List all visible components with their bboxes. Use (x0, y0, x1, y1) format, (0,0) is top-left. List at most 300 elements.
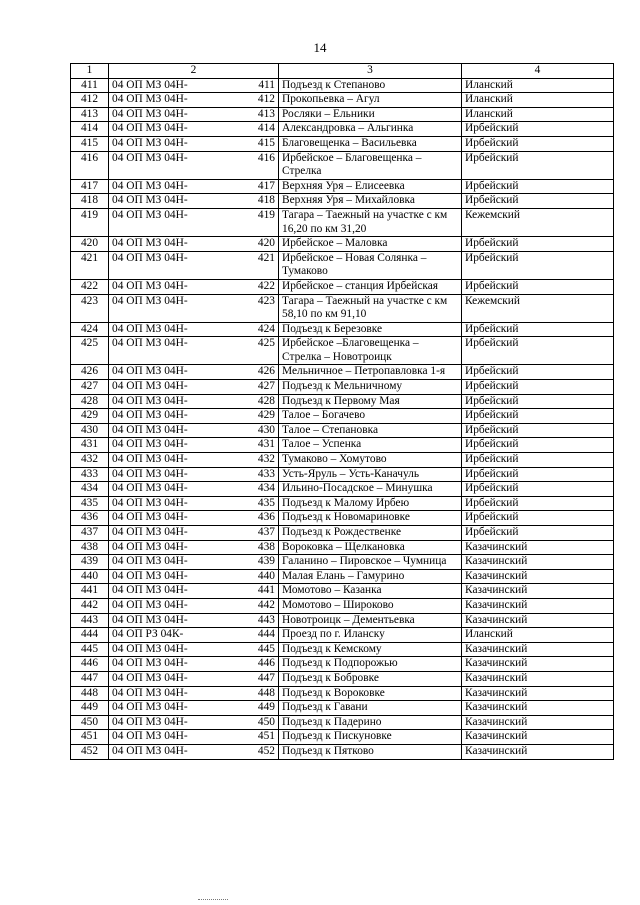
road-name-cell: Подъезд к Гавани (279, 701, 462, 716)
road-code-prefix: 04 ОП МЗ 04Н- (112, 671, 188, 684)
row-number-cell: 438 (71, 540, 109, 555)
road-code-number: 451 (257, 730, 275, 743)
road-name-cell: Прокопьевка – Агул (279, 93, 462, 108)
row-number-cell: 424 (71, 322, 109, 337)
road-code-cell (109, 438, 279, 453)
district-cell: Казачинский (462, 657, 614, 672)
road-code-number: 411 (258, 78, 275, 91)
table-row (71, 107, 614, 122)
row-number-cell: 440 (71, 569, 109, 584)
road-name-cell: Момотово – Широково (279, 598, 462, 613)
road-name-cell: Верхняя Уря – Елисеевка (279, 179, 462, 194)
road-name-cell: Мельничное – Петропавловка 1-я (279, 365, 462, 380)
road-name-cell: Подъезд к Мельничному (279, 380, 462, 395)
road-code-prefix: 04 ОП МЗ 04Н- (112, 107, 188, 120)
district-cell: Казачинский (462, 701, 614, 716)
road-code-number: 447 (257, 671, 275, 684)
table-row (71, 555, 614, 570)
road-name-cell: Талое – Богачево (279, 409, 462, 424)
road-code-cell (109, 671, 279, 686)
table-row (71, 279, 614, 294)
road-code-prefix: 04 ОП МЗ 04Н- (112, 93, 188, 106)
road-code-number: 412 (257, 93, 275, 106)
road-name-cell: Ирбейское – Маловка (279, 237, 462, 252)
district-cell: Казачинский (462, 555, 614, 570)
road-code-prefix: 04 ОП МЗ 04Н- (112, 496, 188, 509)
road-code-cell (109, 482, 279, 497)
row-number-cell: 428 (71, 394, 109, 409)
road-name-cell: Талое – Степановка (279, 423, 462, 438)
district-cell: Иланский (462, 78, 614, 93)
table-row (71, 657, 614, 672)
roads-table (70, 63, 614, 760)
district-cell: Ирбейский (462, 511, 614, 526)
row-number-cell: 439 (71, 555, 109, 570)
row-number-cell: 436 (71, 511, 109, 526)
district-cell: Ирбейский (462, 409, 614, 424)
district-cell: Иланский (462, 628, 614, 643)
row-number-cell: 452 (71, 744, 109, 759)
district-cell: Ирбейский (462, 337, 614, 365)
table-row (71, 394, 614, 409)
road-code-number: 429 (257, 409, 275, 422)
road-code-number: 440 (257, 569, 275, 582)
row-number-cell: 443 (71, 613, 109, 628)
district-cell: Казачинский (462, 671, 614, 686)
road-code-prefix: 04 ОП МЗ 04Н- (112, 642, 188, 655)
road-code-cell (109, 540, 279, 555)
district-cell: Ирбейский (462, 496, 614, 511)
road-code-prefix: 04 ОП МЗ 04Н- (112, 279, 188, 292)
road-name-cell: Подъезд к Новомариновке (279, 511, 462, 526)
road-code-prefix: 04 ОП МЗ 04Н- (112, 251, 188, 264)
row-number-cell: 442 (71, 598, 109, 613)
road-code-prefix: 04 ОП МЗ 04Н- (112, 136, 188, 149)
district-cell: Казачинский (462, 730, 614, 745)
row-number-cell: 425 (71, 337, 109, 365)
road-code-prefix: 04 ОП МЗ 04Н- (112, 194, 188, 207)
road-code-number: 423 (257, 294, 275, 307)
road-code-number: 415 (257, 136, 275, 149)
road-code-cell (109, 294, 279, 322)
district-cell: Кежемский (462, 208, 614, 236)
table-row (71, 540, 614, 555)
row-number-cell: 421 (71, 251, 109, 279)
road-name-cell: Талое – Успенка (279, 438, 462, 453)
table-row (71, 526, 614, 541)
road-name-cell: Ильино-Посадское – Минушка (279, 482, 462, 497)
road-code-prefix: 04 ОП МЗ 04Н- (112, 294, 188, 307)
district-cell: Ирбейский (462, 322, 614, 337)
road-code-prefix: 04 ОП МЗ 04Н- (112, 453, 188, 466)
road-name-cell: Момотово – Казанка (279, 584, 462, 599)
road-code-cell (109, 251, 279, 279)
road-code-prefix: 04 ОП МЗ 04Н- (112, 179, 188, 192)
district-cell: Казачинский (462, 613, 614, 628)
road-code-cell (109, 628, 279, 643)
road-name-cell: Подъезд к Первому Мая (279, 394, 462, 409)
road-code-prefix: 04 ОП МЗ 04Н- (112, 701, 188, 714)
road-code-number: 418 (257, 194, 275, 207)
road-code-number: 446 (257, 657, 275, 670)
row-number-cell: 437 (71, 526, 109, 541)
road-code-cell (109, 337, 279, 365)
road-code-cell (109, 496, 279, 511)
road-code-cell (109, 686, 279, 701)
road-name-cell: Александровка – Альгинка (279, 122, 462, 137)
row-number-cell: 433 (71, 467, 109, 482)
road-name-cell: Верхняя Уря – Михайловка (279, 194, 462, 209)
table-row (71, 511, 614, 526)
row-number-cell: 431 (71, 438, 109, 453)
road-code-number: 427 (257, 380, 275, 393)
row-number-cell: 446 (71, 657, 109, 672)
table-row (71, 136, 614, 151)
district-cell: Ирбейский (462, 526, 614, 541)
road-code-number: 445 (257, 642, 275, 655)
table-row (71, 237, 614, 252)
road-name-cell: Ирбейское – станция Ирбейская (279, 279, 462, 294)
road-code-cell (109, 613, 279, 628)
road-name-cell: Подъезд к Падерино (279, 715, 462, 730)
road-name-cell: Ирбейское –Благовещенка – Стрелка – Новотроицк (279, 337, 462, 365)
road-code-prefix: 04 ОП РЗ 04К- (112, 628, 184, 641)
road-code-number: 435 (257, 496, 275, 509)
road-code-number: 449 (257, 701, 275, 714)
road-code-prefix: 04 ОП МЗ 04Н- (112, 78, 188, 91)
road-code-number: 452 (257, 744, 275, 757)
table-row (71, 671, 614, 686)
row-number-cell: 429 (71, 409, 109, 424)
road-name-cell: Подъезд к Малому Ирбею (279, 496, 462, 511)
row-number-cell: 419 (71, 208, 109, 236)
road-code-number: 441 (257, 584, 275, 597)
district-cell: Ирбейский (462, 179, 614, 194)
road-code-number: 426 (257, 365, 275, 378)
district-cell: Ирбейский (462, 237, 614, 252)
district-cell: Ирбейский (462, 467, 614, 482)
road-name-cell: Тагара – Таежный на участке с км 58,10 по км 91,10 (279, 294, 462, 322)
road-code-prefix: 04 ОП МЗ 04Н- (112, 715, 188, 728)
table-row (71, 453, 614, 468)
road-code-cell (109, 237, 279, 252)
road-name-cell: Вороковка – Щелкановка (279, 540, 462, 555)
road-code-cell (109, 208, 279, 236)
road-code-prefix: 04 ОП МЗ 04Н- (112, 482, 188, 495)
district-cell: Ирбейский (462, 122, 614, 137)
table-row (71, 730, 614, 745)
road-code-prefix: 04 ОП МЗ 04Н- (112, 337, 188, 350)
road-code-prefix: 04 ОП МЗ 04Н- (112, 438, 188, 451)
road-code-number: 422 (257, 279, 275, 292)
road-code-number: 443 (257, 613, 275, 626)
district-cell: Ирбейский (462, 151, 614, 179)
road-code-cell (109, 179, 279, 194)
row-number-cell: 426 (71, 365, 109, 380)
table-row (71, 409, 614, 424)
road-name-cell: Усть-Яруль – Усть-Каначуль (279, 467, 462, 482)
row-number-cell: 413 (71, 107, 109, 122)
table-row (71, 423, 614, 438)
road-code-prefix: 04 ОП МЗ 04Н- (112, 744, 188, 757)
road-code-prefix: 04 ОП МЗ 04Н- (112, 657, 188, 670)
table-row (71, 78, 614, 93)
road-name-cell: Подъезд к Кемскому (279, 642, 462, 657)
scan-artifact (198, 899, 228, 900)
road-code-cell (109, 467, 279, 482)
road-code-cell (109, 598, 279, 613)
road-name-cell: Тагара – Таежный на участке с км 16,20 по км 31,20 (279, 208, 462, 236)
row-number-cell: 450 (71, 715, 109, 730)
district-cell: Ирбейский (462, 453, 614, 468)
row-number-cell: 422 (71, 279, 109, 294)
road-code-cell (109, 409, 279, 424)
column-header-4: 4 (462, 64, 614, 79)
row-number-cell: 418 (71, 194, 109, 209)
table-row (71, 613, 614, 628)
road-code-number: 414 (257, 122, 275, 135)
road-code-number: 420 (257, 237, 275, 250)
road-code-number: 448 (257, 686, 275, 699)
road-code-prefix: 04 ОП МЗ 04Н- (112, 511, 188, 524)
table-header-row (71, 64, 614, 79)
table-row (71, 584, 614, 599)
district-cell: Казачинский (462, 540, 614, 555)
road-code-cell (109, 569, 279, 584)
table-row (71, 598, 614, 613)
table-body (71, 78, 614, 759)
row-number-cell: 448 (71, 686, 109, 701)
district-cell: Ирбейский (462, 194, 614, 209)
row-number-cell: 449 (71, 701, 109, 716)
district-cell: Казачинский (462, 744, 614, 759)
column-header-1: 1 (71, 64, 109, 79)
table-row (71, 208, 614, 236)
road-code-cell (109, 526, 279, 541)
road-name-cell: Ирбейское – Новая Солянка – Тумаково (279, 251, 462, 279)
road-code-cell (109, 511, 279, 526)
row-number-cell: 445 (71, 642, 109, 657)
table-row (71, 251, 614, 279)
district-cell: Иланский (462, 107, 614, 122)
row-number-cell: 434 (71, 482, 109, 497)
road-code-cell (109, 730, 279, 745)
road-code-number: 444 (257, 628, 275, 641)
table-row (71, 322, 614, 337)
road-code-number: 434 (257, 482, 275, 495)
road-code-prefix: 04 ОП МЗ 04Н- (112, 526, 188, 538)
road-code-number: 428 (257, 394, 275, 407)
table-row (71, 337, 614, 365)
road-name-cell: Подъезд к Пискуновке (279, 730, 462, 745)
road-code-cell (109, 555, 279, 570)
road-code-prefix: 04 ОП МЗ 04Н- (112, 122, 188, 135)
road-name-cell: Подъезд к Подпорожью (279, 657, 462, 672)
table-row (71, 194, 614, 209)
road-code-cell (109, 380, 279, 395)
road-code-prefix: 04 ОП МЗ 04Н- (112, 569, 188, 582)
road-name-cell: Тумаково – Хомутово (279, 453, 462, 468)
district-cell: Казачинский (462, 584, 614, 599)
road-code-number: 436 (257, 511, 275, 524)
district-cell: Ирбейский (462, 279, 614, 294)
road-code-prefix: 04 ОП МЗ 04Н- (112, 613, 188, 626)
district-cell: Ирбейский (462, 380, 614, 395)
road-code-number: 432 (257, 453, 275, 466)
road-code-number: 421 (257, 251, 275, 264)
road-code-number: 417 (257, 179, 275, 192)
road-code-number: 438 (257, 540, 275, 553)
road-code-prefix: 04 ОП МЗ 04Н- (112, 598, 188, 611)
road-code-cell (109, 657, 279, 672)
road-code-cell (109, 78, 279, 93)
road-code-prefix: 04 ОП МЗ 04Н- (112, 208, 188, 221)
district-cell: Ирбейский (462, 251, 614, 279)
table-row (71, 380, 614, 395)
district-cell: Казачинский (462, 715, 614, 730)
district-cell: Кежемский (462, 294, 614, 322)
table-row (71, 642, 614, 657)
road-code-cell (109, 394, 279, 409)
road-code-number: 424 (257, 322, 275, 335)
road-name-cell: Подъезд к Бобровке (279, 671, 462, 686)
road-code-cell (109, 715, 279, 730)
row-number-cell: 451 (71, 730, 109, 745)
road-code-cell (109, 136, 279, 151)
row-number-cell: 415 (71, 136, 109, 151)
row-number-cell: 412 (71, 93, 109, 108)
row-number-cell: 430 (71, 423, 109, 438)
road-name-cell: Росляки – Ельники (279, 107, 462, 122)
district-cell: Ирбейский (462, 394, 614, 409)
district-cell: Ирбейский (462, 423, 614, 438)
district-cell: Ирбейский (462, 438, 614, 453)
road-code-cell (109, 151, 279, 179)
road-code-prefix: 04 ОП МЗ 04Н- (112, 540, 188, 553)
table-row (71, 365, 614, 380)
road-code-number: 419 (257, 208, 275, 221)
row-number-cell: 435 (71, 496, 109, 511)
road-code-number: 442 (257, 598, 275, 611)
road-code-number: 439 (257, 555, 275, 568)
table-row (71, 744, 614, 759)
row-number-cell: 432 (71, 453, 109, 468)
column-header-2: 2 (109, 64, 279, 79)
road-code-prefix: 04 ОП МЗ 04Н- (112, 365, 188, 378)
table-row (71, 701, 614, 716)
road-code-prefix: 04 ОП МЗ 04Н- (112, 322, 188, 335)
road-code-cell (109, 701, 279, 716)
road-name-cell: Подъезд к Пятково (279, 744, 462, 759)
road-name-cell: Галанино – Пировское – Чумница (279, 555, 462, 570)
road-code-cell (109, 744, 279, 759)
road-code-cell (109, 194, 279, 209)
road-name-cell: Подъезд к Рождественке (279, 526, 462, 541)
table-row (71, 179, 614, 194)
table-row (71, 438, 614, 453)
table-row (71, 715, 614, 730)
district-cell: Казачинский (462, 569, 614, 584)
road-code-prefix: 04 ОП МЗ 04Н- (112, 380, 188, 393)
row-number-cell: 417 (71, 179, 109, 194)
table-row (71, 628, 614, 643)
road-code-number: 433 (257, 467, 275, 480)
row-number-cell: 414 (71, 122, 109, 137)
row-number-cell: 416 (71, 151, 109, 179)
road-name-cell: Подъезд к Березовке (279, 322, 462, 337)
road-name-cell: Новотроицк – Дементьевка (279, 613, 462, 628)
road-code-prefix: 04 ОП МЗ 04Н- (112, 409, 188, 422)
table-row (71, 151, 614, 179)
district-cell: Казачинский (462, 598, 614, 613)
road-code-cell (109, 93, 279, 108)
road-name-cell: Проезд по г. Иланску (279, 628, 462, 643)
road-code-number: 413 (257, 107, 275, 120)
road-code-cell (109, 584, 279, 599)
road-name-cell: Малая Елань – Гамурино (279, 569, 462, 584)
table-row (71, 569, 614, 584)
road-code-cell (109, 365, 279, 380)
road-name-cell: Подъезд к Вороковке (279, 686, 462, 701)
district-cell: Ирбейский (462, 365, 614, 380)
district-cell: Казачинский (462, 686, 614, 701)
road-code-prefix: 04 ОП МЗ 04Н- (112, 467, 188, 480)
district-cell: Ирбейский (462, 482, 614, 497)
road-code-number: 437 (257, 526, 275, 538)
road-name-cell: Ирбейское – Благовещенка – Стрелка (279, 151, 462, 179)
district-cell: Казачинский (462, 642, 614, 657)
table-row (71, 686, 614, 701)
row-number-cell: 427 (71, 380, 109, 395)
table-row (71, 122, 614, 137)
road-code-number: 430 (257, 423, 275, 436)
table-row (71, 467, 614, 482)
road-code-number: 425 (257, 337, 275, 350)
row-number-cell: 444 (71, 628, 109, 643)
road-name-cell: Благовещенка – Васильевка (279, 136, 462, 151)
column-header-3: 3 (279, 64, 462, 79)
district-cell: Ирбейский (462, 136, 614, 151)
road-code-prefix: 04 ОП МЗ 04Н- (112, 584, 188, 597)
road-code-number: 416 (257, 151, 275, 164)
road-code-number: 431 (257, 438, 275, 451)
row-number-cell: 441 (71, 584, 109, 599)
row-number-cell: 411 (71, 78, 109, 93)
road-code-prefix: 04 ОП МЗ 04Н- (112, 423, 188, 436)
page-number: 14 (313, 40, 327, 55)
road-code-cell (109, 322, 279, 337)
road-code-cell (109, 642, 279, 657)
road-code-cell (109, 279, 279, 294)
road-code-prefix: 04 ОП МЗ 04Н- (112, 151, 188, 164)
table-row (71, 93, 614, 108)
road-code-cell (109, 122, 279, 137)
row-number-cell: 423 (71, 294, 109, 322)
road-code-cell (109, 453, 279, 468)
row-number-cell: 420 (71, 237, 109, 252)
road-name-cell: Подъезд к Степаново (279, 78, 462, 93)
road-code-prefix: 04 ОП МЗ 04Н- (112, 237, 188, 250)
road-code-number: 450 (257, 715, 275, 728)
table-row (71, 482, 614, 497)
road-code-prefix: 04 ОП МЗ 04Н- (112, 555, 188, 568)
table-row (71, 496, 614, 511)
road-code-cell (109, 107, 279, 122)
road-code-prefix: 04 ОП МЗ 04Н- (112, 730, 188, 743)
district-cell: Иланский (462, 93, 614, 108)
row-number-cell: 447 (71, 671, 109, 686)
road-code-prefix: 04 ОП МЗ 04Н- (112, 394, 188, 407)
